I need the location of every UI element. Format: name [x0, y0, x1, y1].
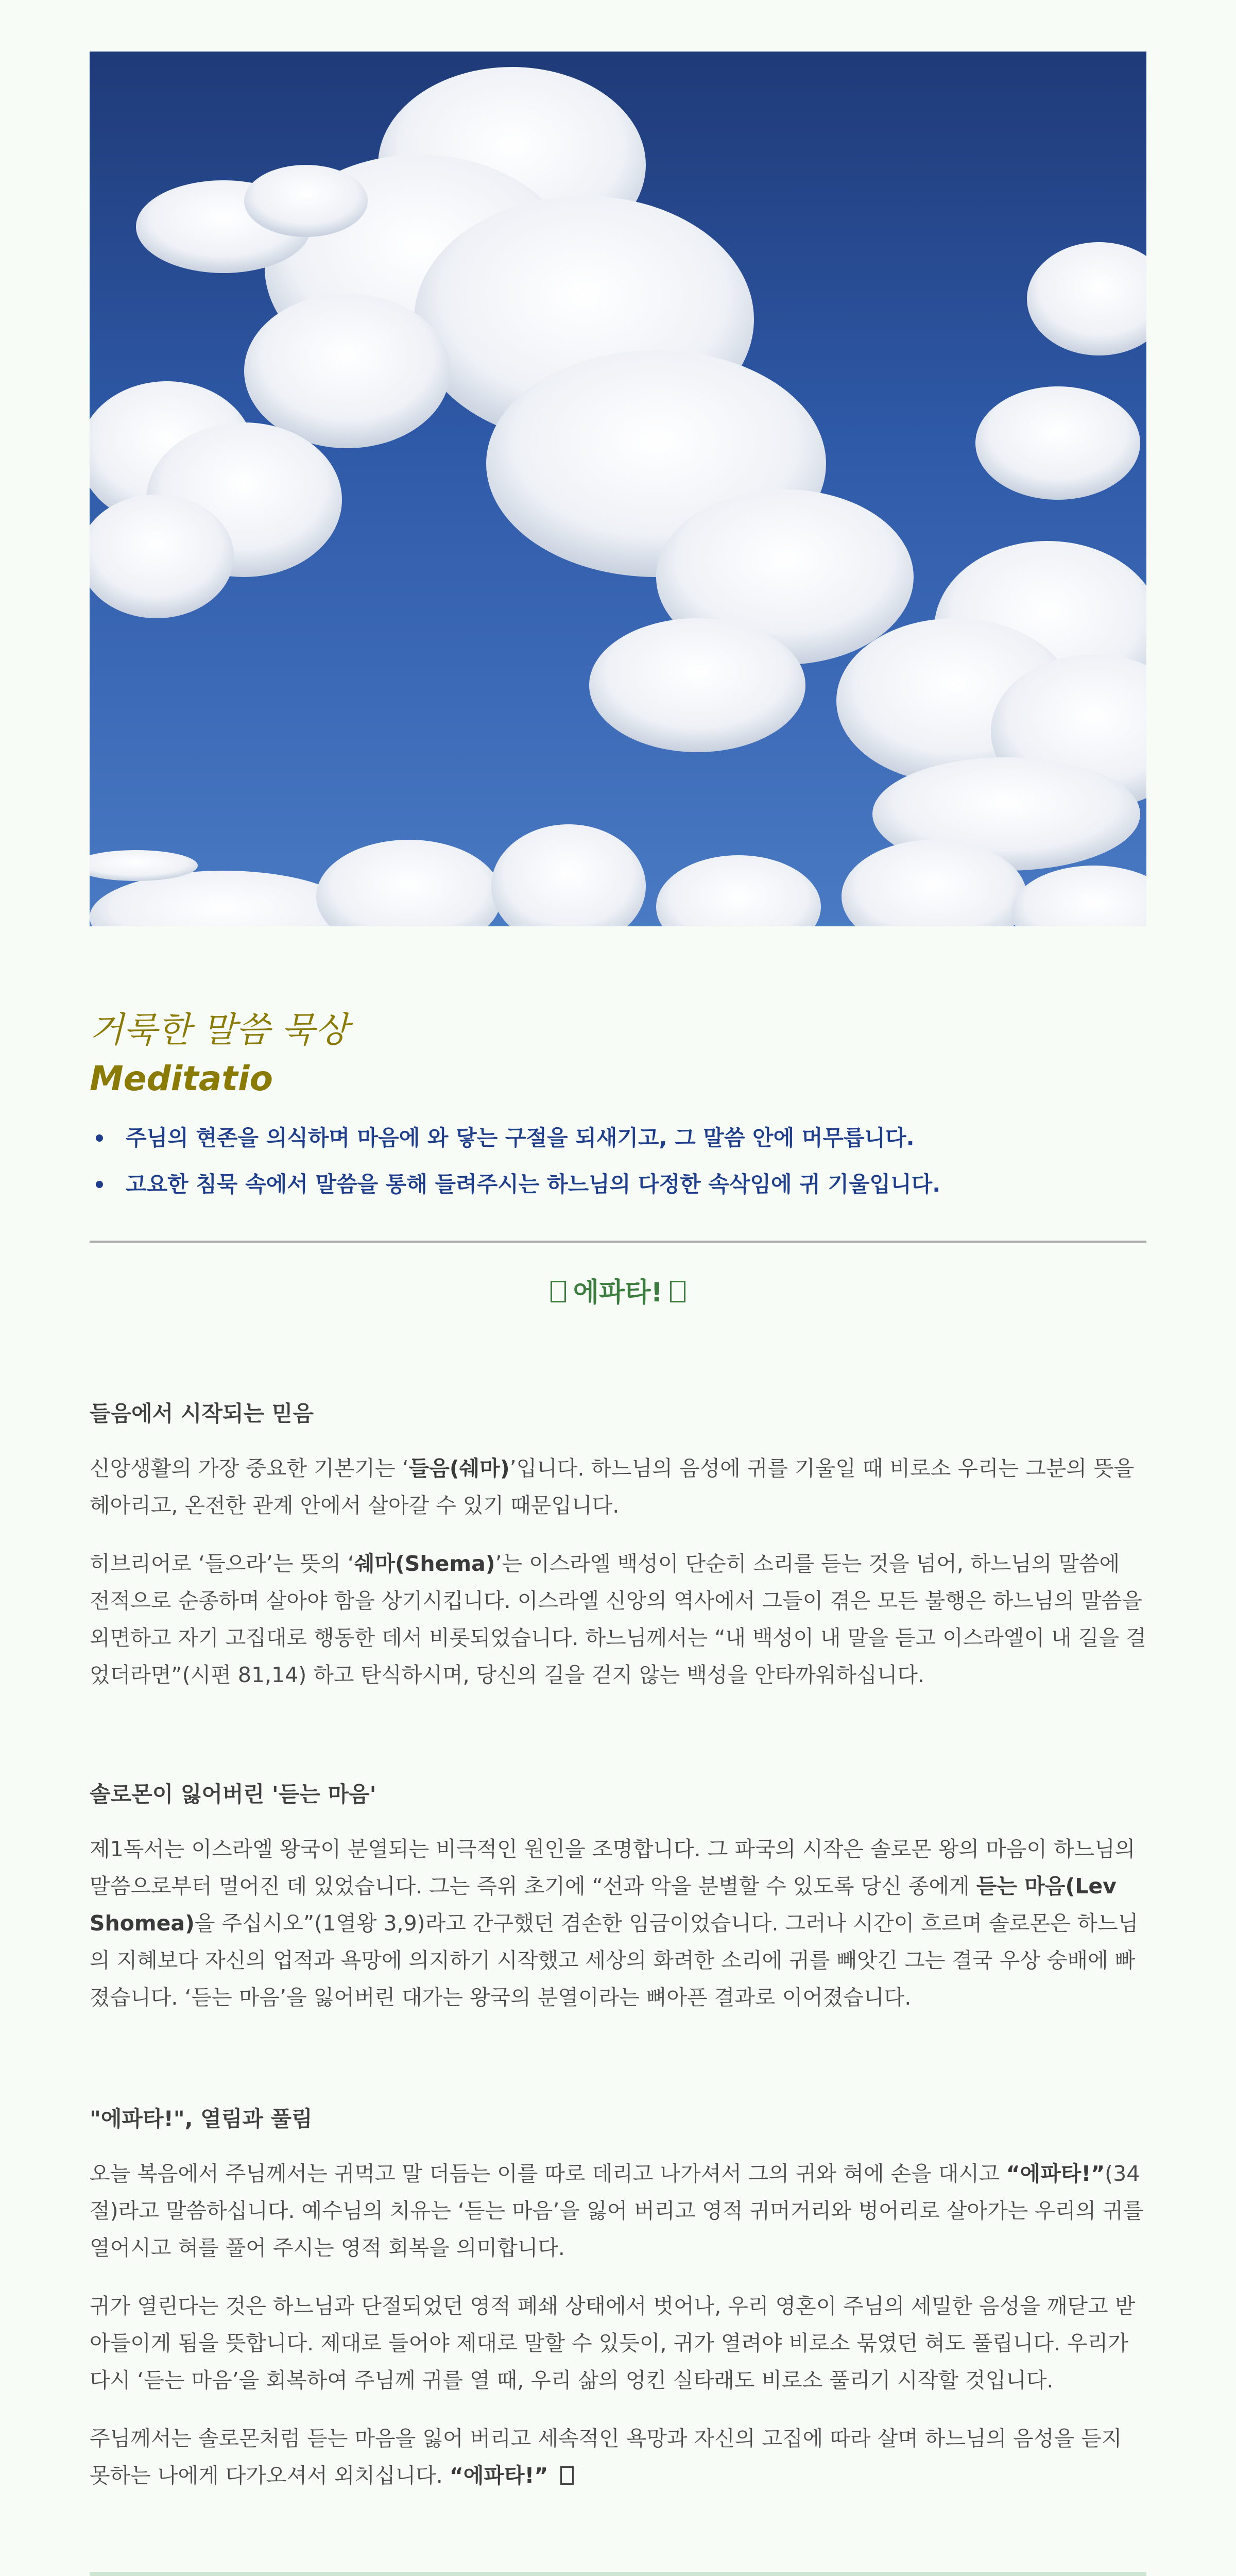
section-title: 들음에서 시작되는 믿음 — [90, 1401, 314, 1426]
page-title: 거룩한 말씀 묵상 — [90, 1010, 349, 1050]
missing-glyph-icon — [551, 1281, 566, 1302]
paragraph: 신앙생활의 가장 중요한 기본기는 ‘들음(쉐마)’입니다. 하느님의 음성에 귀를 기울일 때 비로소 우리는 그분의 뜻을 헤아리고, 온전한 관계 안에서 살아갈 수 있기 때문입니다. — [90, 1456, 1135, 1518]
missing-glyph-icon — [670, 1281, 685, 1302]
section-heading-text: 에파타! — [573, 1277, 663, 1308]
section-title: 솔로몬이 잃어버린 '듣는 마음' — [90, 1782, 376, 1807]
missing-glyph-icon — [560, 2466, 574, 2485]
paragraph: 오늘 복음에서 주님께서는 귀먹고 말 더듬는 이를 따로 데리고 나가셔서 그의 귀와 혀에 손을 대시고 “에파타!”(34절)라고 말씀하십니다. 예수님의 치유는 ‘듣는 마음’을 잃어 버리고 영적 귀머거리와 벙어리로 살아가는 우리의 귀를 열어시고 혀를 풀어 주시는 영적 회복을 의미합니다. — [90, 2161, 1144, 2260]
section-heading — [90, 1270, 1146, 1309]
page-subtitle: Meditatio — [90, 1059, 273, 1098]
intro-item: 주님의 현존을 의식하며 마음에 와 닿는 구절을 되새기고, 그 말씀 안에 머무릅니다. — [90, 1123, 1146, 1153]
intro-item: 고요한 침묵 속에서 말씀을 통해 들려주시는 하느님의 다정한 속삭임에 귀 기울입니다. — [90, 1170, 1146, 1199]
reflection-box — [90, 2572, 1146, 2576]
paragraph: 히브리어로 ‘들으라’는 뜻의 ‘쉐마(Shema)’는 이스라엘 백성이 단순히 소리를 듣는 것을 넘어, 하느님의 말씀에 전적으로 순종하며 살아야 함을 상기시킵니다. 이스라엘 신앙의 역사에서 그들이 겪은 모든 불행은 하느님의 말씀을 외면하고 자기 고집대로 행동한 데서 비롯되었습니다. 하느님께서는 “내 백성이 내 말을 듣고 이스라엘이 내 길을 걸었더라면”(시편 81,14) 하고 탄식하시며, 당신의 길을 걷지 않는 백성을 안타까워하십니다. — [90, 1551, 1146, 1687]
paragraph: 제1독서는 이스라엘 왕국이 분열되는 비극적인 원인을 조명합니다. 그 파국의 시작은 솔로몬 왕의 마음이 하느님의 말씀으로부터 멀어진 데 있었습니다. 그는 즉위 초기에 “선과 악을 분별할 수 있도록 당신 종에게 듣는 마음(Lev Shomea)을 주십시오”(1열왕 3,9)라고 간구했던 겸손한 임금이었습니다. 그러나 시간이 흐르며 솔로몬은 하느님의 지혜보다 자신의 업적과 욕망에 의지하기 시작했고 세상의 화려한 소리에 귀를 빼앗긴 그는 결국 우상 숭배에 빠졌습니다. ‘듣는 마음’을 잃어버린 대가는 왕국의 분열이라는 뼈아픈 결과로 이어졌습니다. — [90, 1837, 1139, 2010]
section-title: "에파타!", 열림과 풀림 — [90, 2106, 313, 2131]
divider — [90, 1241, 1146, 1243]
paragraph: 귀가 열린다는 것은 하느님과 단절되었던 영적 폐쇄 상태에서 벗어나, 우리 영혼이 주님의 세밀한 음성을 깨닫고 받아들이게 됨을 뜻합니다. 제대로 들어야 제대로 말할 수 있듯이, 귀가 열려야 비로소 묶였던 혀도 풀립니다. 우리가 다시 ‘듣는 마음’을 회복하여 주님께 귀를 열 때, 우리 삶의 엉킨 실타래도 비로소 풀리기 시작할 것입니다. — [90, 2294, 1136, 2393]
clouds-illustration — [90, 52, 1146, 926]
paragraph: 주님께서는 솔로몬처럼 듣는 마음을 잃어 버리고 세속적인 욕망과 자신의 고집에 따라 살며 하느님의 음성을 듣지 못하는 나에게 다가오셔서 외치십니다. “에파타!” — [90, 2426, 1122, 2488]
sky-clouds-image — [90, 52, 1146, 926]
intro-list — [90, 1123, 1146, 1216]
